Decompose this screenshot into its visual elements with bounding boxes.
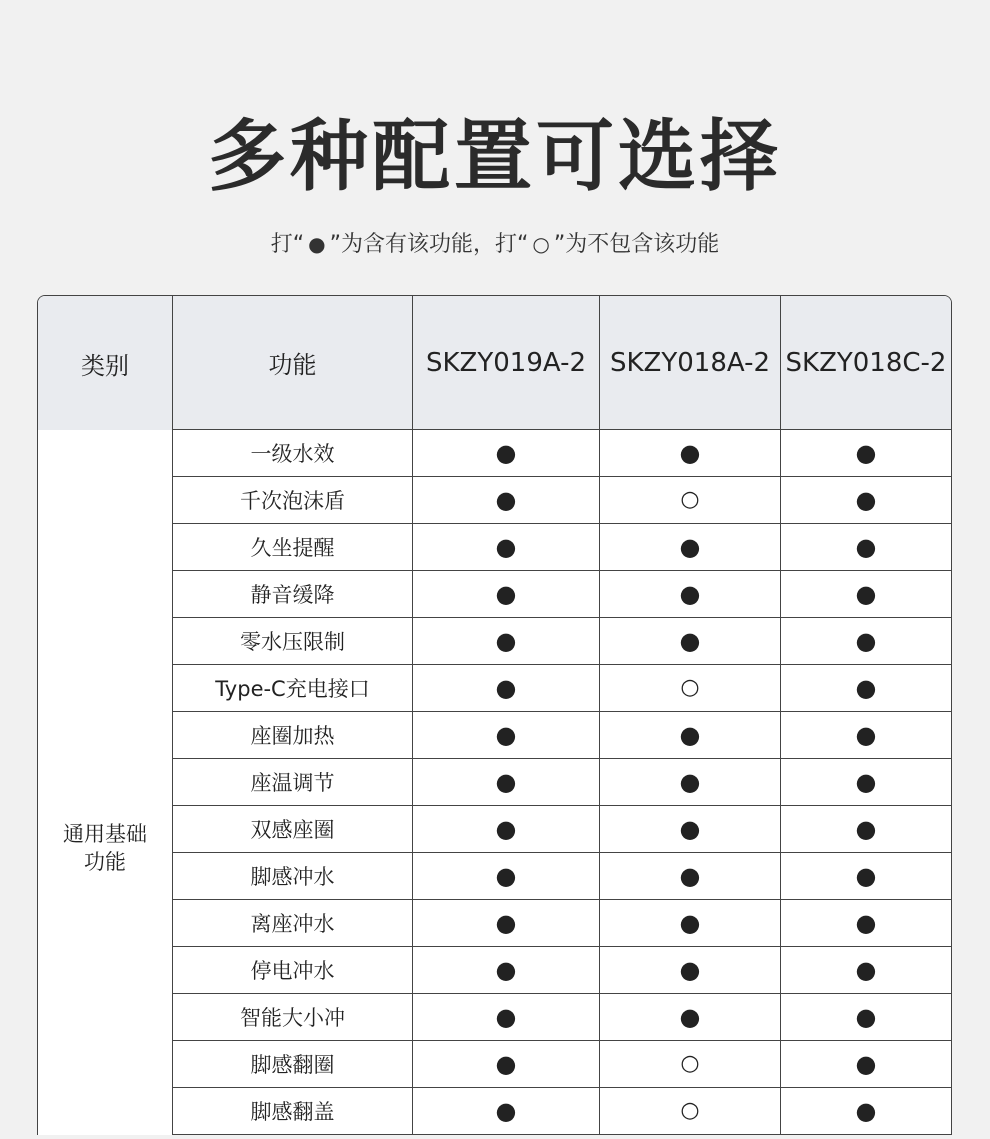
filled-circle-icon: ● <box>780 900 951 947</box>
table-row <box>38 477 951 524</box>
empty-circle-icon: ○ <box>599 1041 780 1088</box>
filled-circle-icon: ● <box>780 665 951 712</box>
filled-circle-icon: ● <box>412 571 599 618</box>
filled-circle-icon: ● <box>780 853 951 900</box>
filled-circle-icon: ● <box>599 994 780 1041</box>
filled-circle-icon: ● <box>780 806 951 853</box>
empty-circle-icon: ○ <box>599 477 780 524</box>
legend-text-1: 打“ <box>270 232 305 257</box>
feature-cell: 智能大小冲 <box>172 994 412 1041</box>
table-row <box>38 430 951 477</box>
feature-cell: 停电冲水 <box>172 947 412 994</box>
feature-cell: 零水压限制 <box>172 618 412 665</box>
feature-cell: 脚感冲水 <box>172 853 412 900</box>
filled-circle-icon: ● <box>412 1088 599 1135</box>
table-row <box>38 759 951 806</box>
feature-cell: 脚感翻盖 <box>172 1088 412 1135</box>
filled-circle-icon: ● <box>599 759 780 806</box>
header-model-3: SKZY018C-2 <box>780 296 951 430</box>
filled-circle-icon: ● <box>412 994 599 1041</box>
filled-circle-icon: ● <box>599 853 780 900</box>
filled-circle-icon: ● <box>780 712 951 759</box>
filled-circle-icon: ● <box>308 232 326 256</box>
feature-cell: 座温调节 <box>172 759 412 806</box>
filled-circle-icon: ● <box>599 571 780 618</box>
legend-text-3: ”为不包含该功能 <box>553 232 720 257</box>
table-row <box>38 806 951 853</box>
table-row <box>38 712 951 759</box>
feature-cell: 静音缓降 <box>172 571 412 618</box>
table-row <box>38 524 951 571</box>
feature-cell: 久坐提醒 <box>172 524 412 571</box>
filled-circle-icon: ● <box>412 430 599 477</box>
filled-circle-icon: ● <box>599 900 780 947</box>
table-row <box>38 1088 951 1135</box>
filled-circle-icon: ● <box>412 618 599 665</box>
header-category: 类别 <box>38 296 172 430</box>
filled-circle-icon: ● <box>780 571 951 618</box>
filled-circle-icon: ● <box>412 806 599 853</box>
filled-circle-icon: ● <box>412 900 599 947</box>
comparison-table <box>37 295 952 1135</box>
filled-circle-icon: ● <box>412 759 599 806</box>
table-row <box>38 1041 951 1088</box>
table-header-row <box>38 296 951 430</box>
filled-circle-icon: ● <box>599 947 780 994</box>
table-row <box>38 571 951 618</box>
filled-circle-icon: ● <box>599 618 780 665</box>
legend-text-2: ”为含有该功能，打“ <box>329 232 529 257</box>
filled-circle-icon: ● <box>780 947 951 994</box>
filled-circle-icon: ● <box>780 524 951 571</box>
filled-circle-icon: ● <box>599 430 780 477</box>
empty-circle-icon: ○ <box>599 665 780 712</box>
filled-circle-icon: ● <box>599 712 780 759</box>
filled-circle-icon: ● <box>412 1041 599 1088</box>
filled-circle-icon: ● <box>780 759 951 806</box>
filled-circle-icon: ● <box>780 994 951 1041</box>
table-row <box>38 994 951 1041</box>
filled-circle-icon: ● <box>599 806 780 853</box>
table-row <box>38 853 951 900</box>
filled-circle-icon: ● <box>780 1041 951 1088</box>
header-model-2: SKZY018A-2 <box>599 296 780 430</box>
feature-cell: 一级水效 <box>172 430 412 477</box>
feature-cell: 脚感翻圈 <box>172 1041 412 1088</box>
filled-circle-icon: ● <box>780 477 951 524</box>
category-cell: 通用基础 功能 <box>38 430 172 1135</box>
filled-circle-icon: ● <box>780 1088 951 1135</box>
filled-circle-icon: ● <box>412 477 599 524</box>
feature-cell: 离座冲水 <box>172 900 412 947</box>
table-row <box>38 618 951 665</box>
filled-circle-icon: ● <box>412 947 599 994</box>
empty-circle-icon: ○ <box>532 232 550 256</box>
filled-circle-icon: ● <box>599 524 780 571</box>
filled-circle-icon: ● <box>412 665 599 712</box>
table-row <box>38 900 951 947</box>
feature-cell: Type-C充电接口 <box>172 665 412 712</box>
filled-circle-icon: ● <box>412 712 599 759</box>
empty-circle-icon: ○ <box>599 1088 780 1135</box>
table-row <box>38 947 951 994</box>
filled-circle-icon: ● <box>780 430 951 477</box>
feature-cell: 座圈加热 <box>172 712 412 759</box>
header-feature: 功能 <box>172 296 412 430</box>
table-row <box>38 665 951 712</box>
feature-cell: 双感座圈 <box>172 806 412 853</box>
header-model-1: SKZY019A-2 <box>412 296 599 430</box>
feature-cell: 千次泡沫盾 <box>172 477 412 524</box>
page-title: 多种配置可选择 <box>207 112 782 202</box>
legend-note <box>0 234 990 256</box>
filled-circle-icon: ● <box>412 853 599 900</box>
filled-circle-icon: ● <box>780 618 951 665</box>
filled-circle-icon: ● <box>412 524 599 571</box>
